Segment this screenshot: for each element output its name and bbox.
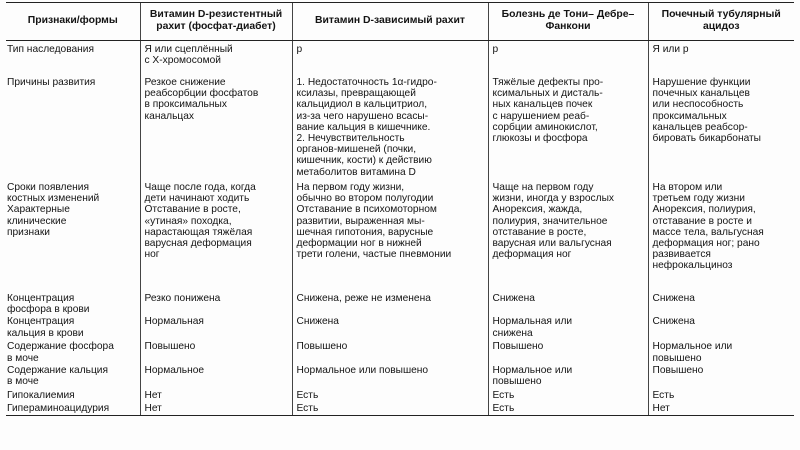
- header-vitamin-d-dependent-rickets: Витамин D-зависимый рахит: [292, 3, 488, 41]
- table-cell: Нормальное: [140, 364, 292, 389]
- row-label: Сроки появления костных изменений Характерные клинические признаки: [7, 182, 100, 238]
- table-row-inheritance: [6, 41, 794, 77]
- table-cell: Нормальное или повышено: [648, 340, 794, 363]
- table-cell: Нет: [648, 402, 794, 416]
- table-cell: Есть: [292, 402, 488, 416]
- table-header: [6, 3, 794, 41]
- table-cell: Чаще после года, когда дети начинают ходить Отставание в росте, «утиная» походка, нарастающая тяжёлая варусная деформация ног: [140, 181, 292, 292]
- table-cell: Снижена: [648, 292, 794, 315]
- row-label: Содержание фосфора в моче: [7, 341, 114, 364]
- header-de-toni-debre-fanconi: Болезнь де Тони– Дебре–Фанкони: [488, 3, 648, 41]
- row-label: Концентрация фосфора в крови: [7, 293, 90, 316]
- table-cell: 1. Недостаточность 1α-гидро- ксилазы, превращающей кальцидиол в кальцитриол, из-за чего нарушено всасы- вание кальция в кишечнике. 2. Нечувствительность органов-мишеней (почки, кишечник, кости) к действию метаболитов витамина D: [292, 76, 488, 181]
- table-row-onset-and-signs: [6, 181, 794, 292]
- comparison-table: [6, 2, 794, 416]
- table-row-blood-phosphorus: [6, 292, 794, 315]
- table-cell: Резкое снижение реабсорбции фосфатов в проксимальных канальцах: [140, 76, 292, 181]
- table-row-urine-calcium: [6, 364, 794, 389]
- table-row-urine-phosphorus: [6, 340, 794, 363]
- table-cell: Тяжёлые дефекты про- ксимальных и дисталь- ных канальцев почек с нарушением реаб- сорбции аминокислот, глюкозы и фосфора: [488, 76, 648, 181]
- row-label: Концентрация кальция в крови: [7, 316, 84, 339]
- table-cell: Нормальная или снижена: [488, 315, 648, 340]
- row-label: Содержание кальция в моче: [7, 364, 109, 388]
- table-cell: Я или р: [648, 41, 794, 77]
- table-body: [6, 41, 794, 416]
- header-row: [6, 3, 794, 41]
- header-features: Признаки/формы: [6, 3, 140, 41]
- table-cell: На первом году жизни, обычно во втором полугодии Отставание в психомоторном развитии, выраженная мы- шечная гипотония, варусные деформации ног в нижней трети голени, частые пневмонии: [292, 181, 488, 292]
- table-cell: На втором или третьем году жизни Анорексия, полиурия, отставание в росте и массе тела, вальгусная деформация ног; рано развивается нефрокальциноз: [648, 181, 794, 292]
- table-cell: Есть: [488, 402, 648, 416]
- table-cell: р: [488, 41, 648, 77]
- table-cell: Повышено: [140, 340, 292, 363]
- table-cell: Нет: [140, 389, 292, 402]
- table-cell: Снижена, реже не изменена: [292, 292, 488, 315]
- table-cell: Повышено: [488, 340, 648, 363]
- table-cell: Чаще на первом году жизни, иногда у взрослых Анорексия, жажда, полиурия, значительное отставание в росте, варусная или вальгусная деформация ног: [488, 181, 648, 292]
- table-cell: Есть: [292, 389, 488, 402]
- table-row-blood-calcium: [6, 315, 794, 340]
- table-cell: Снижена: [648, 315, 794, 340]
- table-cell: Есть: [488, 389, 648, 402]
- table-cell: Снижена: [292, 315, 488, 340]
- table-cell: Нет: [140, 402, 292, 416]
- row-label: Причины развития: [7, 77, 96, 88]
- table-row-causes: [6, 76, 794, 181]
- row-label: Гипераминоацидурия: [6, 402, 140, 416]
- table-cell: Есть: [648, 389, 794, 402]
- table-cell: Снижена: [488, 292, 648, 315]
- header-vitamin-d-resistant-rickets: Витамин D-резистентный рахит (фосфат-диабет): [140, 3, 292, 41]
- table-cell: Повышено: [648, 364, 794, 389]
- table-cell: Нормальное или повышено: [488, 364, 648, 389]
- table-cell: Резко понижена: [140, 292, 292, 315]
- table-row-hyperaminoaciduria: [6, 402, 794, 416]
- table-cell: Нормальная: [140, 315, 292, 340]
- table-cell: Нормальное или повышено: [292, 364, 488, 389]
- table-cell: р: [292, 41, 488, 77]
- table-cell: Нарушение функции почечных канальцев или неспособность проксимальных канальцев реабсор- бировать бикарбонаты: [648, 76, 794, 181]
- row-label: Гипокалиемия: [7, 389, 75, 401]
- table-cell: Я или сцеплённый с Х-хромосомой: [140, 41, 292, 77]
- row-label: Тип наследования: [7, 44, 94, 55]
- table-row-hypokalemia: [6, 389, 794, 402]
- header-renal-tubular-acidosis: Почечный тубулярный ацидоз: [648, 3, 794, 41]
- table-cell: Повышено: [292, 340, 488, 363]
